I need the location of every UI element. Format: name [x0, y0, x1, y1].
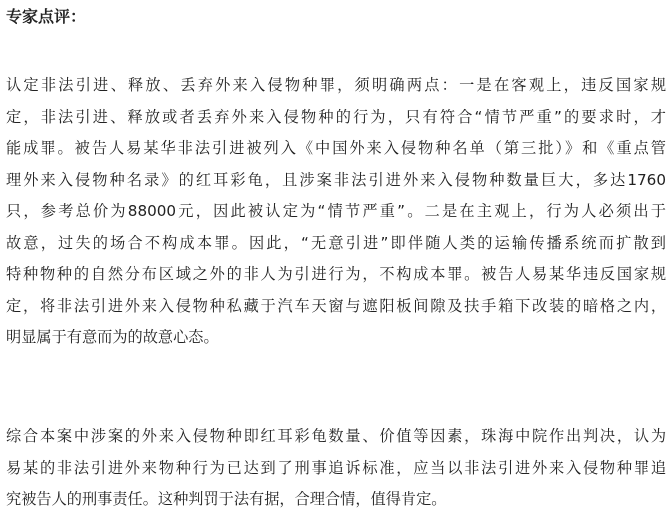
paragraph-line: 定，非法引进、释放或者丢弃外来入侵物种的行为，只有符合“情节严重”的要求时，才 [6, 107, 666, 126]
commentary-paragraph-2 [6, 421, 666, 516]
paragraph-line: 认定非法引进、释放、丢弃外来入侵物种罪，须明确两点：一是在客观上，违反国家规 [6, 76, 666, 94]
paragraph-line: 理外来入侵物种名录》的红耳彩龟，且涉案非法引进外来入侵物种数量巨大，多达1760 [6, 170, 666, 189]
paragraph-line: 特种物种的自然分布区域之外的非人为引进行为，不构成本罪。被告人易某华违反国家规 [6, 265, 666, 283]
paragraph-line: 明显属于有意而为的故意心态。 [6, 328, 219, 346]
paragraph-line: 定，将非法引进外来入侵物种私藏于汽车天窗与遮阳板间隙及扶手箱下改装的暗格之内， [6, 296, 666, 315]
commentary-paragraph-1 [6, 70, 666, 354]
expert-commentary-heading: 专家点评： [6, 7, 87, 26]
paragraph-line: 能成罪。被告人易某华非法引进被列入《中国外来入侵物种名单（第三批）》和《重点管 [6, 139, 666, 157]
paragraph-line: 只，参考总价为88000元，因此被认定为“情节严重”。二是在主观上，行为人必须出于 [6, 202, 666, 220]
paragraph-line: 易某的非法引进外来物种行为已达到了刑事追诉标准，应当以非法引进外来入侵物种罪追 [6, 458, 666, 477]
paragraph-line: 故意，过失的场合不构成本罪。因此，“无意引进”即伴随人类的运输传播系统而扩散到 [6, 233, 666, 252]
paragraph-line: 究被告人的刑事责任。这种判罚于法有据，合理合情，值得肯定。 [6, 490, 447, 508]
paragraph-line: 综合本案中涉案的外来入侵物种即红耳彩龟数量、价值等因素，珠海中院作出判决，认为 [6, 427, 666, 445]
